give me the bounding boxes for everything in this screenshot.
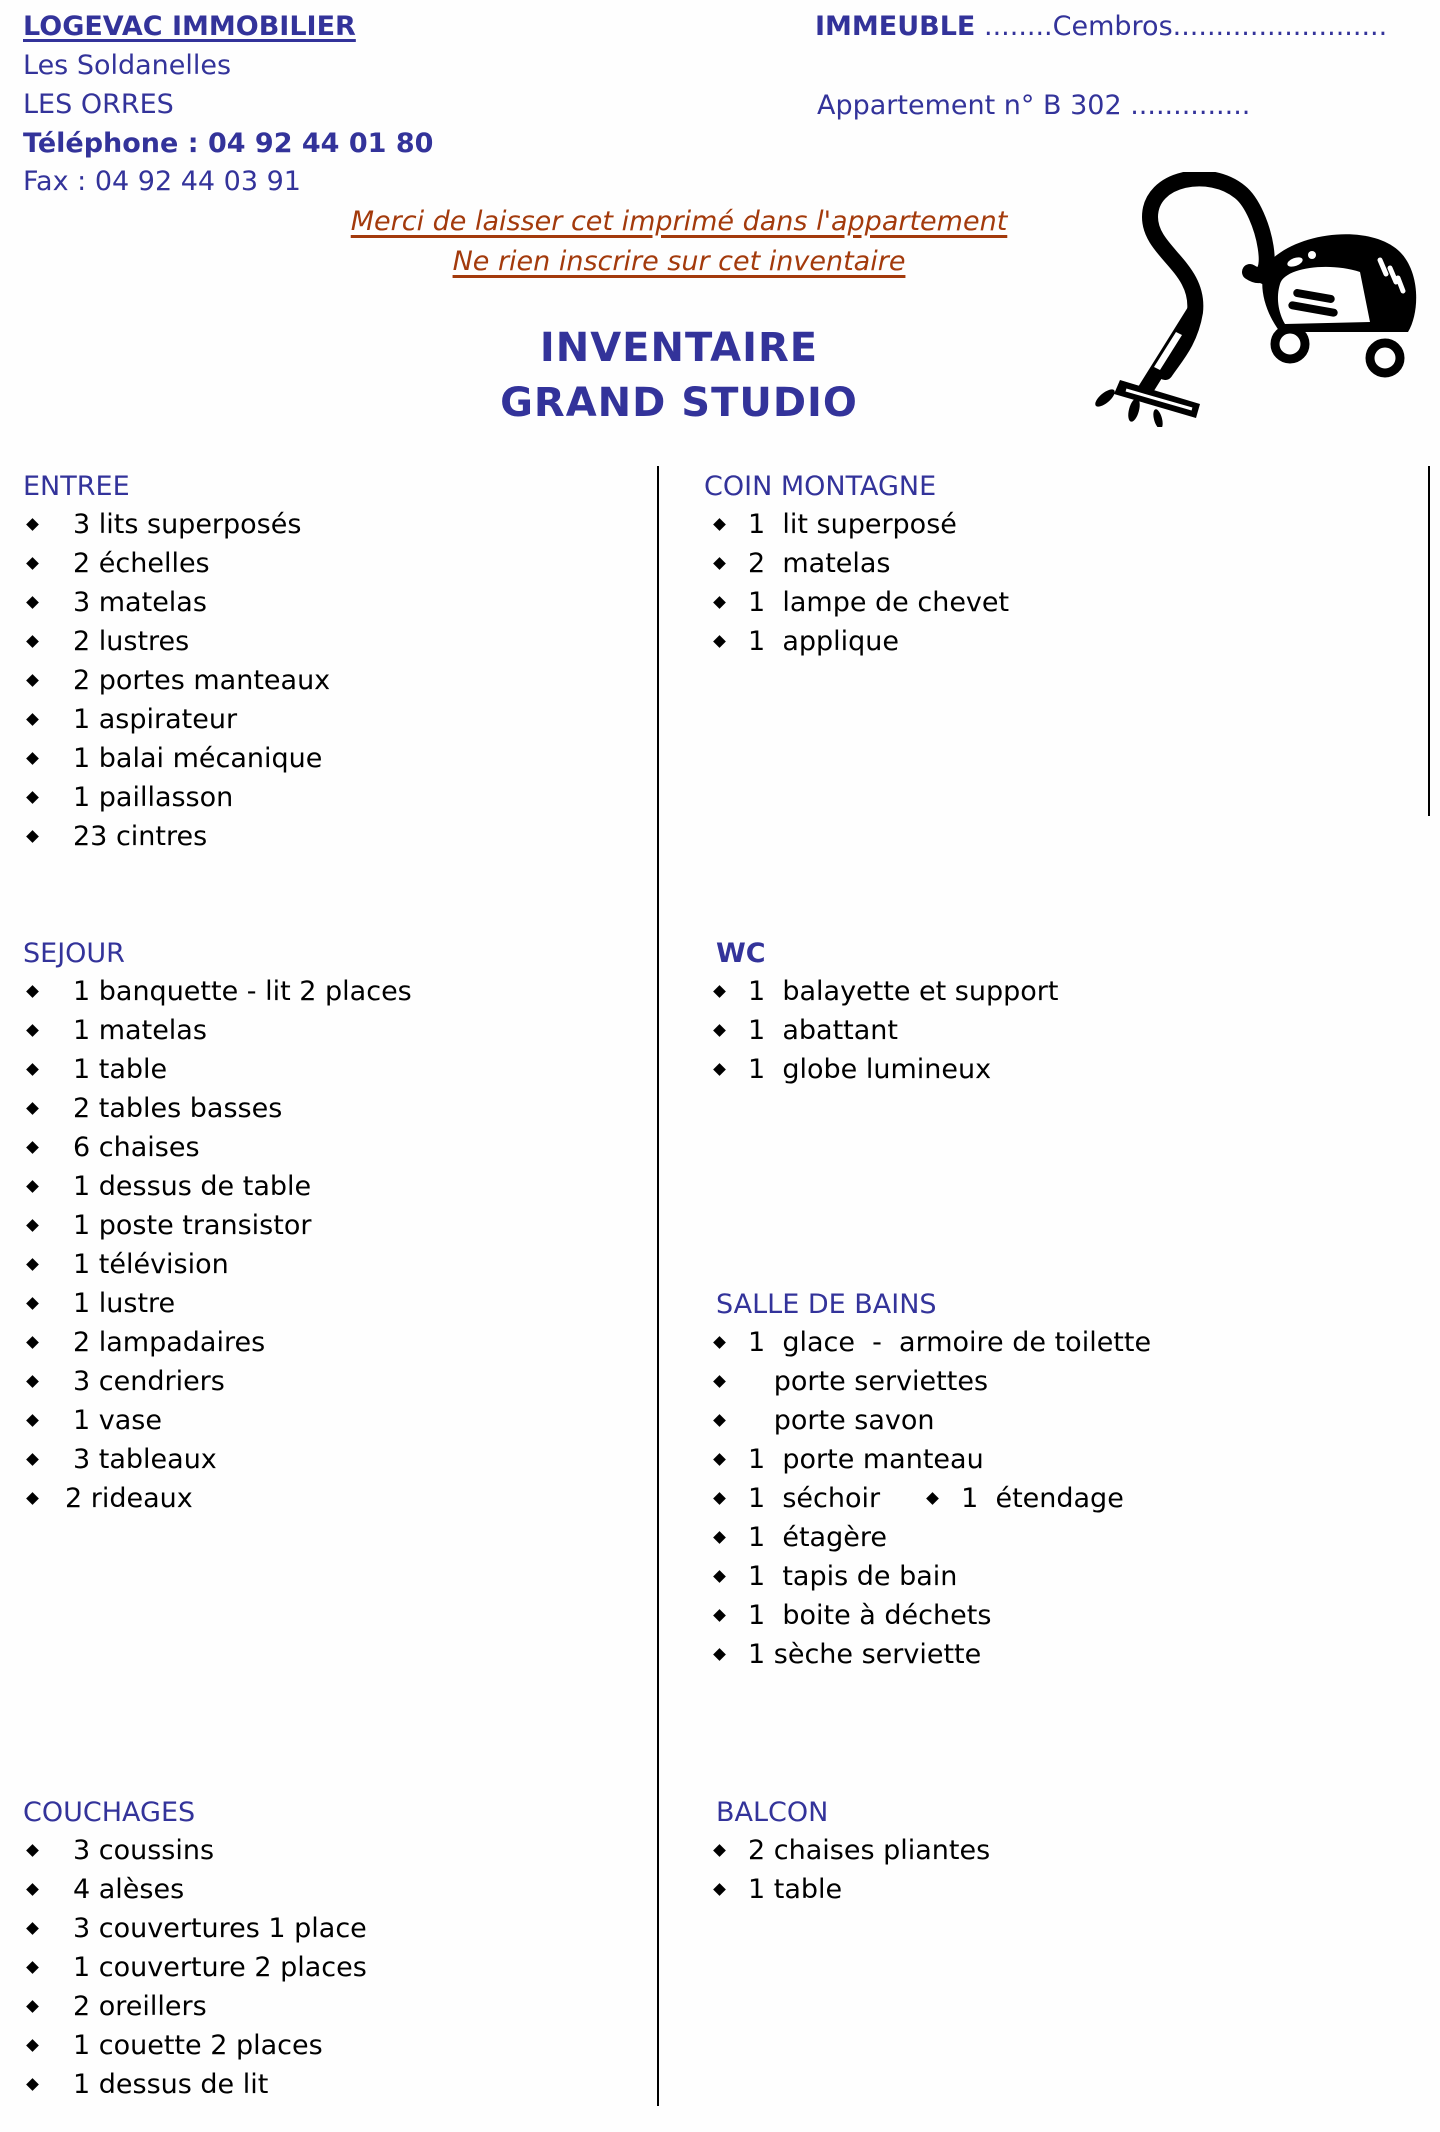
bullet-icon bbox=[26, 1844, 39, 1857]
list-item bbox=[23, 1362, 412, 1401]
bullet-icon bbox=[713, 1414, 726, 1427]
list-item bbox=[710, 544, 1009, 583]
list-item bbox=[23, 1909, 367, 1948]
bullet-icon bbox=[26, 596, 39, 609]
bullet-icon bbox=[713, 596, 726, 609]
list-item bbox=[23, 1011, 412, 1050]
list-item bbox=[710, 1557, 1151, 1596]
bullet-icon bbox=[26, 752, 39, 765]
address-line-1: Les Soldanelles bbox=[23, 50, 232, 81]
item-label: porte serviettes bbox=[748, 1366, 989, 1397]
list-item bbox=[710, 1635, 1151, 1674]
page-subtitle: GRAND STUDIO bbox=[500, 380, 858, 426]
item-label: 3 matelas bbox=[73, 587, 207, 618]
bullet-icon bbox=[713, 1336, 726, 1349]
list-item bbox=[23, 1245, 412, 1284]
list-item bbox=[710, 1831, 990, 1870]
building-label: IMMEUBLE bbox=[815, 11, 976, 42]
bullet-icon bbox=[26, 1258, 39, 1271]
bullet-icon bbox=[26, 1219, 39, 1232]
list-item bbox=[23, 1870, 367, 1909]
list-item bbox=[23, 2065, 367, 2104]
bullet-icon bbox=[713, 1375, 726, 1388]
bullet-icon bbox=[26, 1883, 39, 1896]
bullet-icon bbox=[713, 1024, 726, 1037]
list-item bbox=[710, 1870, 990, 1909]
bullet-icon bbox=[713, 985, 726, 998]
list-item bbox=[23, 583, 330, 622]
item-label: 1 télévision bbox=[73, 1249, 229, 1280]
bullet-icon bbox=[713, 1570, 726, 1583]
item-label: 1 balayette et support bbox=[748, 976, 1059, 1007]
item-label: 1 abattant bbox=[748, 1015, 898, 1046]
item-list bbox=[710, 1323, 1151, 1674]
section-title: SEJOUR bbox=[23, 938, 125, 969]
bullet-icon bbox=[713, 518, 726, 531]
list-item bbox=[23, 700, 330, 739]
item-label: 2 lustres bbox=[73, 626, 190, 657]
item-label: 1 table bbox=[748, 1874, 843, 1905]
list-item bbox=[23, 622, 330, 661]
bullet-icon bbox=[26, 1375, 39, 1388]
bullet-icon bbox=[713, 1492, 726, 1505]
item-label: 1 séchoir bbox=[748, 1483, 881, 1514]
item-label: 1 lustre bbox=[73, 1288, 176, 1319]
list-item bbox=[23, 1128, 412, 1167]
bullet-icon bbox=[713, 1063, 726, 1076]
item-list bbox=[23, 505, 330, 856]
section-balcon bbox=[716, 1795, 990, 1909]
list-item bbox=[23, 972, 412, 1011]
list-item bbox=[23, 1948, 367, 1987]
item-label: 1 sèche serviette bbox=[748, 1639, 982, 1670]
building-field bbox=[815, 9, 1387, 45]
item-label: 2 tables basses bbox=[73, 1093, 283, 1124]
list-item bbox=[23, 1284, 412, 1323]
item-label: 6 chaises bbox=[73, 1132, 200, 1163]
bullet-icon bbox=[26, 1297, 39, 1310]
item-label: 1 couette 2 places bbox=[73, 2030, 323, 2061]
item-label: 2 matelas bbox=[748, 548, 891, 579]
bullet-icon bbox=[26, 2078, 39, 2091]
item-label: 3 tableaux bbox=[73, 1444, 217, 1475]
list-item bbox=[710, 1479, 1151, 1518]
section-title: COUCHAGES bbox=[23, 1797, 196, 1828]
list-item bbox=[23, 544, 330, 583]
fax-number: Fax : 04 92 44 03 91 bbox=[23, 166, 301, 197]
item-label: 1 table bbox=[73, 1054, 168, 1085]
bullet-icon bbox=[26, 791, 39, 804]
address-line-2: LES ORRES bbox=[23, 89, 174, 120]
section-wc bbox=[716, 936, 1058, 1089]
right-border-line bbox=[1428, 466, 1430, 816]
list-item bbox=[23, 1479, 412, 1518]
item-label: 2 oreillers bbox=[73, 1991, 207, 2022]
list-item bbox=[23, 1050, 412, 1089]
list-item bbox=[23, 1401, 412, 1440]
section-coin-montagne bbox=[704, 469, 1009, 661]
bullet-icon bbox=[26, 1141, 39, 1154]
item-list bbox=[23, 1831, 367, 2104]
item-label: 1 étendage bbox=[961, 1483, 1124, 1514]
item-label: 1 banquette - lit 2 places bbox=[73, 976, 412, 1007]
item-label: 1 aspirateur bbox=[73, 704, 238, 735]
bullet-icon bbox=[26, 2000, 39, 2013]
bullet-icon bbox=[26, 1922, 39, 1935]
bullet-icon bbox=[713, 1883, 726, 1896]
section-sejour bbox=[23, 936, 412, 1518]
bullet-icon bbox=[713, 1648, 726, 1661]
section-title: ENTREE bbox=[23, 471, 130, 502]
list-item bbox=[710, 1401, 1151, 1440]
list-item bbox=[710, 1050, 1058, 1089]
bullet-icon bbox=[26, 1414, 39, 1427]
item-label: 3 cendriers bbox=[73, 1366, 225, 1397]
item-label: 1 vase bbox=[73, 1405, 162, 1436]
notice-leave-form: Merci de laisser cet imprimé dans l'appartement bbox=[350, 206, 1008, 237]
section-title: BALCON bbox=[716, 1797, 829, 1828]
list-item bbox=[710, 583, 1009, 622]
bullet-icon bbox=[26, 2039, 39, 2052]
list-item bbox=[23, 1206, 412, 1245]
bullet-icon bbox=[713, 635, 726, 648]
bullet-icon bbox=[26, 557, 39, 570]
list-item bbox=[23, 1987, 367, 2026]
item-label: 1 paillasson bbox=[73, 782, 234, 813]
item-list bbox=[710, 505, 1009, 661]
list-item bbox=[23, 1167, 412, 1206]
list-item bbox=[23, 1089, 412, 1128]
list-item bbox=[23, 1323, 412, 1362]
item-label: 1 boite à déchets bbox=[748, 1600, 992, 1631]
item-label: 1 lit superposé bbox=[748, 509, 957, 540]
item-label: 1 balai mécanique bbox=[73, 743, 323, 774]
item-label: 2 chaises pliantes bbox=[748, 1835, 991, 1866]
list-item bbox=[23, 1831, 367, 1870]
building-value: ........Cembros......................... bbox=[983, 11, 1388, 42]
list-item bbox=[23, 1440, 412, 1479]
bullet-icon bbox=[26, 635, 39, 648]
bullet-icon bbox=[713, 557, 726, 570]
item-label: 1 étagère bbox=[748, 1522, 887, 1553]
item-label: 3 lits superposés bbox=[73, 509, 302, 540]
bullet-icon bbox=[26, 830, 39, 843]
list-item bbox=[23, 778, 330, 817]
page-title: INVENTAIRE bbox=[539, 325, 819, 371]
section-title: COIN MONTAGNE bbox=[704, 471, 937, 502]
list-item bbox=[710, 1011, 1058, 1050]
bullet-icon bbox=[26, 1102, 39, 1115]
bullet-icon bbox=[926, 1492, 939, 1505]
section-title: SALLE DE BAINS bbox=[716, 1289, 937, 1320]
item-list bbox=[710, 1831, 990, 1909]
item-label: 1 globe lumineux bbox=[748, 1054, 992, 1085]
bullet-icon bbox=[26, 1024, 39, 1037]
bullet-icon bbox=[26, 1180, 39, 1193]
item-label: 1 applique bbox=[748, 626, 900, 657]
list-item bbox=[710, 1362, 1151, 1401]
list-item bbox=[23, 505, 330, 544]
item-label: 2 rideaux bbox=[65, 1483, 193, 1514]
phone-number: Téléphone : 04 92 44 01 80 bbox=[23, 128, 434, 159]
list-item bbox=[23, 661, 330, 700]
section-salle-de-bains bbox=[716, 1287, 1151, 1674]
section-entree bbox=[23, 469, 330, 856]
item-label: 1 tapis de bain bbox=[748, 1561, 958, 1592]
item-label: 2 portes manteaux bbox=[73, 665, 331, 696]
bullet-icon bbox=[26, 1063, 39, 1076]
notice-do-not-write: Ne rien inscrire sur cet inventaire bbox=[452, 246, 906, 277]
bullet-icon bbox=[26, 1492, 39, 1505]
list-item bbox=[23, 817, 330, 856]
apartment-number: Appartement n° B 302 .............. bbox=[817, 90, 1251, 121]
item-label: 2 lampadaires bbox=[73, 1327, 266, 1358]
item-label: 4 alèses bbox=[73, 1874, 185, 1905]
list-item bbox=[710, 1518, 1151, 1557]
item-label: porte savon bbox=[748, 1405, 935, 1436]
bullet-icon bbox=[713, 1531, 726, 1544]
item-label: 1 poste transistor bbox=[73, 1210, 312, 1241]
bullet-icon bbox=[26, 518, 39, 531]
bullet-icon bbox=[26, 1961, 39, 1974]
item-label: 1 matelas bbox=[73, 1015, 207, 1046]
column-divider bbox=[657, 466, 659, 2106]
company-name: LOGEVAC IMMOBILIER bbox=[23, 11, 356, 42]
list-item bbox=[710, 1596, 1151, 1635]
item-label: 1 lampe de chevet bbox=[748, 587, 1010, 618]
item-label: 1 porte manteau bbox=[748, 1444, 984, 1475]
item-label: 1 glace - armoire de toilette bbox=[748, 1327, 1152, 1358]
bullet-icon bbox=[26, 985, 39, 998]
bullet-icon bbox=[26, 1453, 39, 1466]
item-label: 3 coussins bbox=[73, 1835, 215, 1866]
list-item bbox=[23, 739, 330, 778]
vacuum-cleaner-icon bbox=[1090, 172, 1420, 427]
section-couchages bbox=[23, 1795, 367, 2104]
item-label: 23 cintres bbox=[73, 821, 208, 852]
list-item bbox=[710, 1440, 1151, 1479]
list-item bbox=[710, 1323, 1151, 1362]
bullet-icon bbox=[26, 1336, 39, 1349]
bullet-icon bbox=[713, 1844, 726, 1857]
section-title: WC bbox=[716, 938, 766, 969]
item-label: 1 dessus de lit bbox=[73, 2069, 269, 2100]
list-item bbox=[710, 622, 1009, 661]
item-label: 1 couverture 2 places bbox=[73, 1952, 367, 1983]
bullet-icon bbox=[26, 713, 39, 726]
bullet-icon bbox=[713, 1609, 726, 1622]
bullet-icon bbox=[713, 1453, 726, 1466]
item-list bbox=[710, 972, 1058, 1089]
list-item bbox=[23, 2026, 367, 2065]
list-item bbox=[710, 505, 1009, 544]
item-label: 1 dessus de table bbox=[73, 1171, 312, 1202]
item-label: 3 couvertures 1 place bbox=[73, 1913, 367, 1944]
list-item bbox=[710, 972, 1058, 1011]
item-label: 2 échelles bbox=[73, 548, 210, 579]
bullet-icon bbox=[26, 674, 39, 687]
item-list bbox=[23, 972, 412, 1518]
